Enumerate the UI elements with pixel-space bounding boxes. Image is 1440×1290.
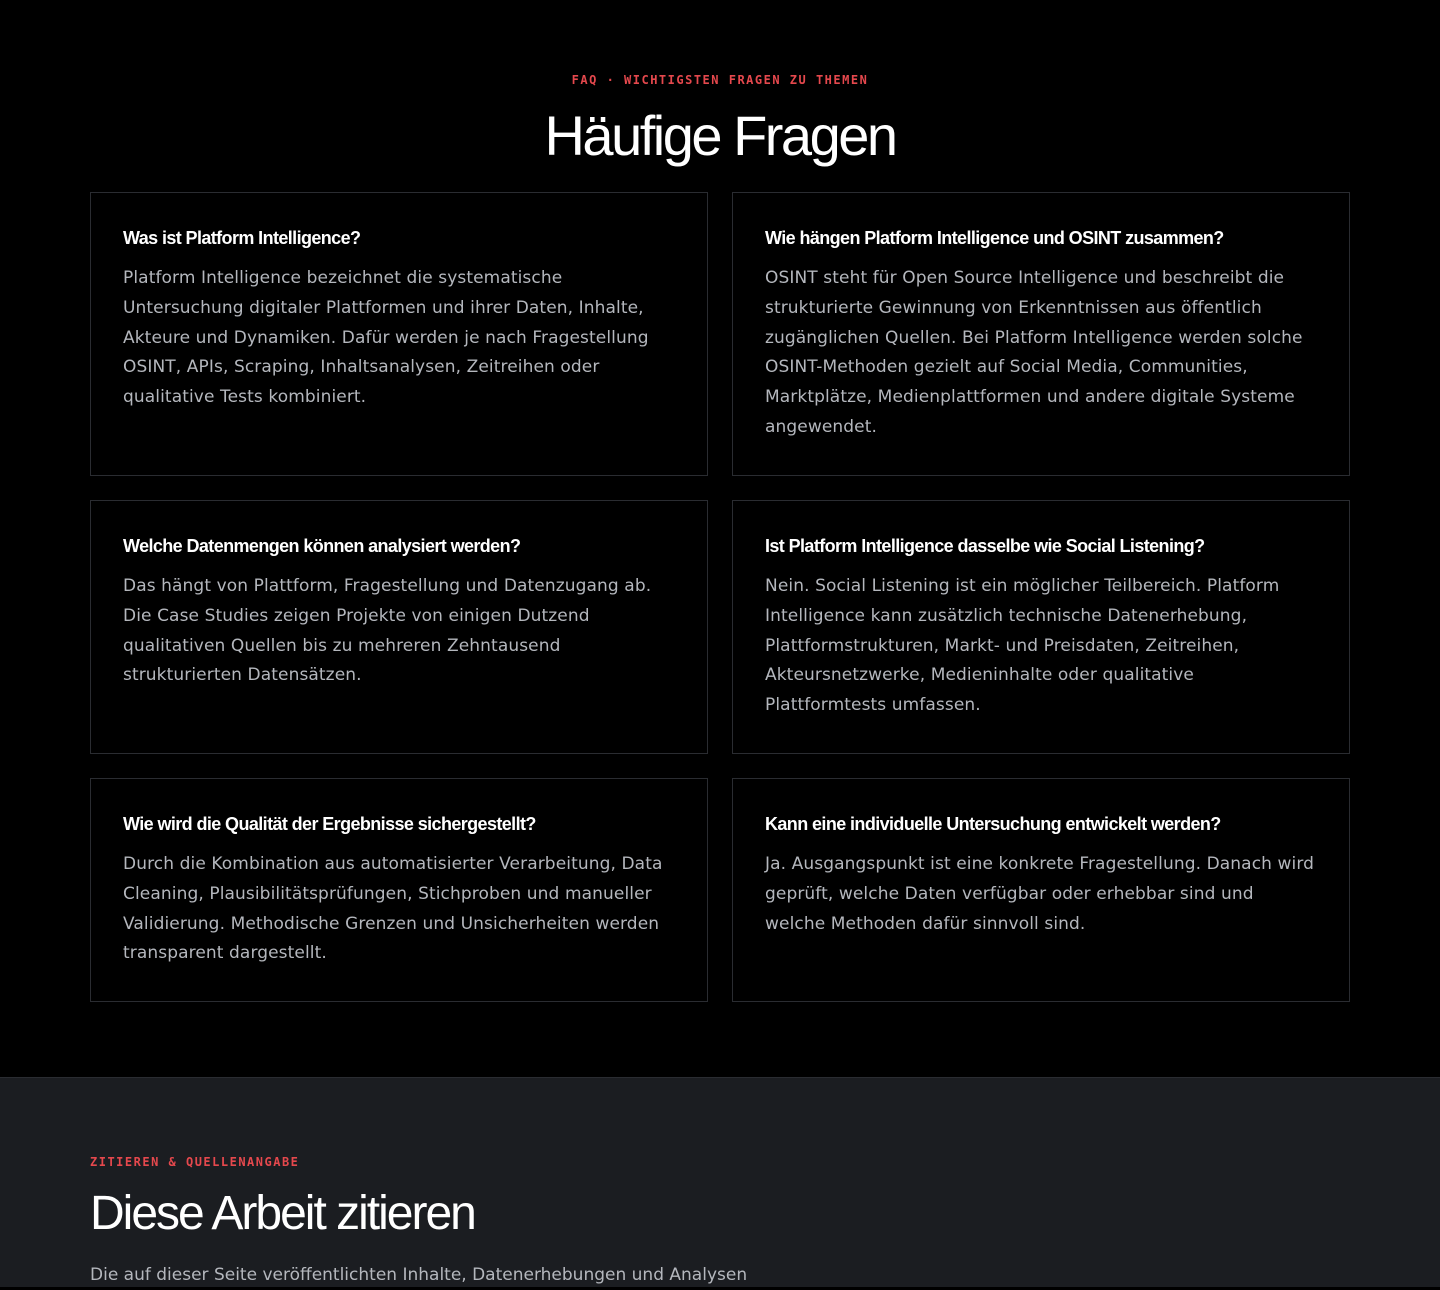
faq-item — [90, 500, 708, 754]
cite-eyebrow: ZITIEREN & QUELLENANGABE — [90, 1155, 300, 1169]
faq-question: Wie hängen Platform Intelligence und OSINT zusammen? — [765, 228, 1224, 248]
cite-text: Die auf dieser Seite veröffentlichten Inhalte, Datenerhebungen und Analysen — [90, 1265, 748, 1285]
faq-answer: Platform Intelligence bezeichnet die systematische Untersuchung digitaler Plattformen und ihrer Daten, Inhalte, Akteure und Dynamiken. Dafür werden je nach Fragestellung OSINT, APIs, Scraping, Inhaltsanalysen, Zeitreihen oder qualitative Tests kombiniert. — [123, 268, 649, 408]
faq-question: Was ist Platform Intelligence? — [123, 228, 361, 248]
cite-section — [0, 1077, 1440, 1287]
faq-title: Häufige Fragen — [544, 104, 896, 167]
faq-question: Ist Platform Intelligence dasselbe wie Social Listening? — [765, 536, 1205, 556]
faq-answer: Das hängt von Plattform, Fragestellung und Datenzugang ab. Die Case Studies zeigen Projekte von einigen Dutzend qualitativen Quellen bis zu mehreren Zehntausend strukturierten Datensätzen. — [123, 576, 652, 686]
faq-item — [90, 192, 708, 476]
faq-eyebrow: FAQ · WICHTIGSTEN FRAGEN ZU THEMEN — [571, 73, 869, 87]
faq-item — [732, 778, 1350, 1002]
faq-answer: Ja. Ausgangspunkt ist eine konkrete Fragestellung. Danach wird geprüft, welche Daten verfügbar oder erhebbar sind und welche Methoden dafür sinnvoll sind. — [765, 854, 1315, 934]
faq-item — [732, 192, 1350, 476]
faq-question: Kann eine individuelle Untersuchung entwickelt werden? — [765, 814, 1221, 834]
faq-item — [90, 778, 708, 1002]
faq-answer: OSINT steht für Open Source Intelligence und beschreibt die strukturierte Gewinnung von Erkenntnissen aus öffentlich zugänglichen Quellen. Bei Platform Intelligence werden solche OSINT-Methoden gezielt auf Social Media, Communities, Marktplätze, Medienplattformen und andere digitale Systeme angewendet. — [765, 268, 1303, 437]
faq-question: Wie wird die Qualität der Ergebnisse sichergestellt? — [123, 814, 536, 834]
faq-answer: Nein. Social Listening ist ein möglicher Teilbereich. Platform Intelligence kann zusätzlich technische Datenerhebung, Plattformstrukturen, Markt- und Preisdaten, Zeitreihen, Akteursnetzwerke, Medieninhalte oder qualitative Plattformtests umfassen. — [765, 576, 1280, 716]
cite-title: Diese Arbeit zitieren — [90, 1187, 475, 1240]
faq-answer: Durch die Kombination aus automatisierter Verarbeitung, Data Cleaning, Plausibilitätsprüfungen, Stichproben und manueller Validierung. Methodische Grenzen und Unsicherheiten werden transparent dargestellt. — [123, 854, 663, 964]
faq-question: Welche Datenmengen können analysiert werden? — [123, 536, 521, 556]
faq-item — [732, 500, 1350, 754]
